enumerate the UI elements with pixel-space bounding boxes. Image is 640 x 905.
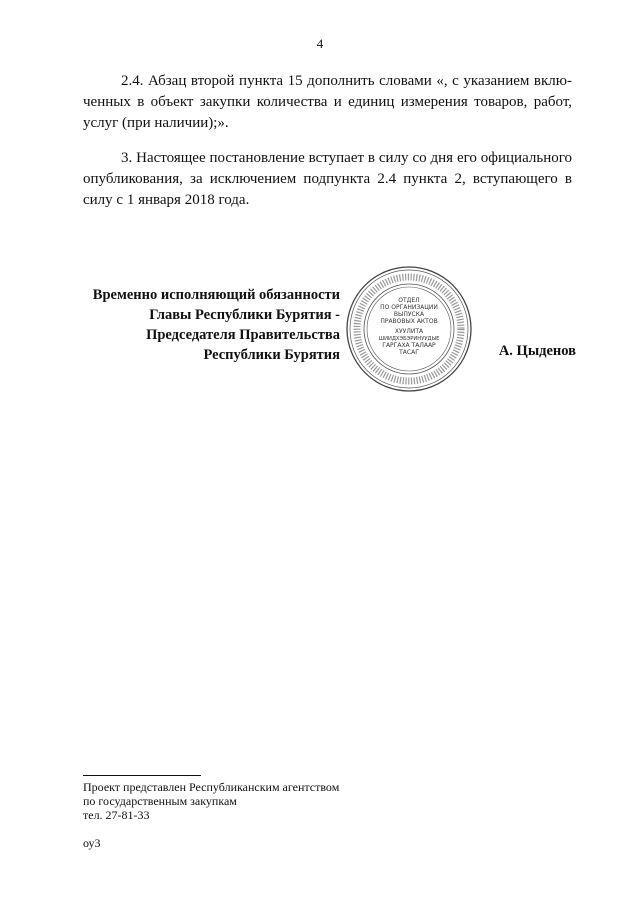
footnote-divider — [83, 775, 201, 776]
stamp-text-line: ШИИДХЭБЭРИНУУДЫЕ — [378, 336, 440, 342]
paragraph-3: 3. Настоящее постановление вступает в силу со дня его официального опубликования, за исключением подпункта 2.4 пункта 2, вступающего в силу с 1 января 2018 года. — [83, 150, 572, 208]
footnote-line: Проект представлен Республиканским агентством — [83, 780, 340, 794]
footnote — [83, 780, 339, 822]
signatory-name: А. Цыденов — [498, 343, 576, 359]
signatory-title-line: Председателя Правительства — [146, 327, 340, 343]
official-seal-stamp — [344, 264, 474, 394]
executor-initials: оу3 — [83, 836, 101, 850]
footnote-line: по государственным закупкам — [83, 794, 237, 808]
signatory-title-line: Республики Бурятия — [203, 347, 340, 363]
stamp-text-line: ГАРГАХА ТАЛААР — [382, 342, 436, 349]
stamp-text-line: ОТДЕЛ — [398, 297, 420, 304]
signatory-title — [82, 285, 340, 365]
signatory-title-line: Временно исполняющий обязанности — [92, 287, 340, 303]
stamp-text-line: ХУУЛИТА — [394, 328, 424, 335]
stamp-text-line: ТАСАГ — [399, 349, 419, 356]
stamp-text-line: ПРАВОВЫХ АКТОВ — [380, 318, 438, 325]
stamp-text-line: ПО ОРГАНИЗАЦИИ — [380, 304, 438, 311]
footnote-line: тел. 27-81-33 — [83, 808, 150, 822]
signatory-title-line: Главы Республики Бурятия - — [149, 307, 340, 323]
stamp-text-line: ВЫПУСКА — [393, 311, 425, 318]
page-number: 4 — [316, 36, 324, 51]
paragraph-2-4: 2.4. Абзац второй пункта 15 дополнить словами «, с указанием включенных в объект закупки количества и единиц измерения товаров, работ, услуг (при наличии);». — [83, 73, 572, 131]
